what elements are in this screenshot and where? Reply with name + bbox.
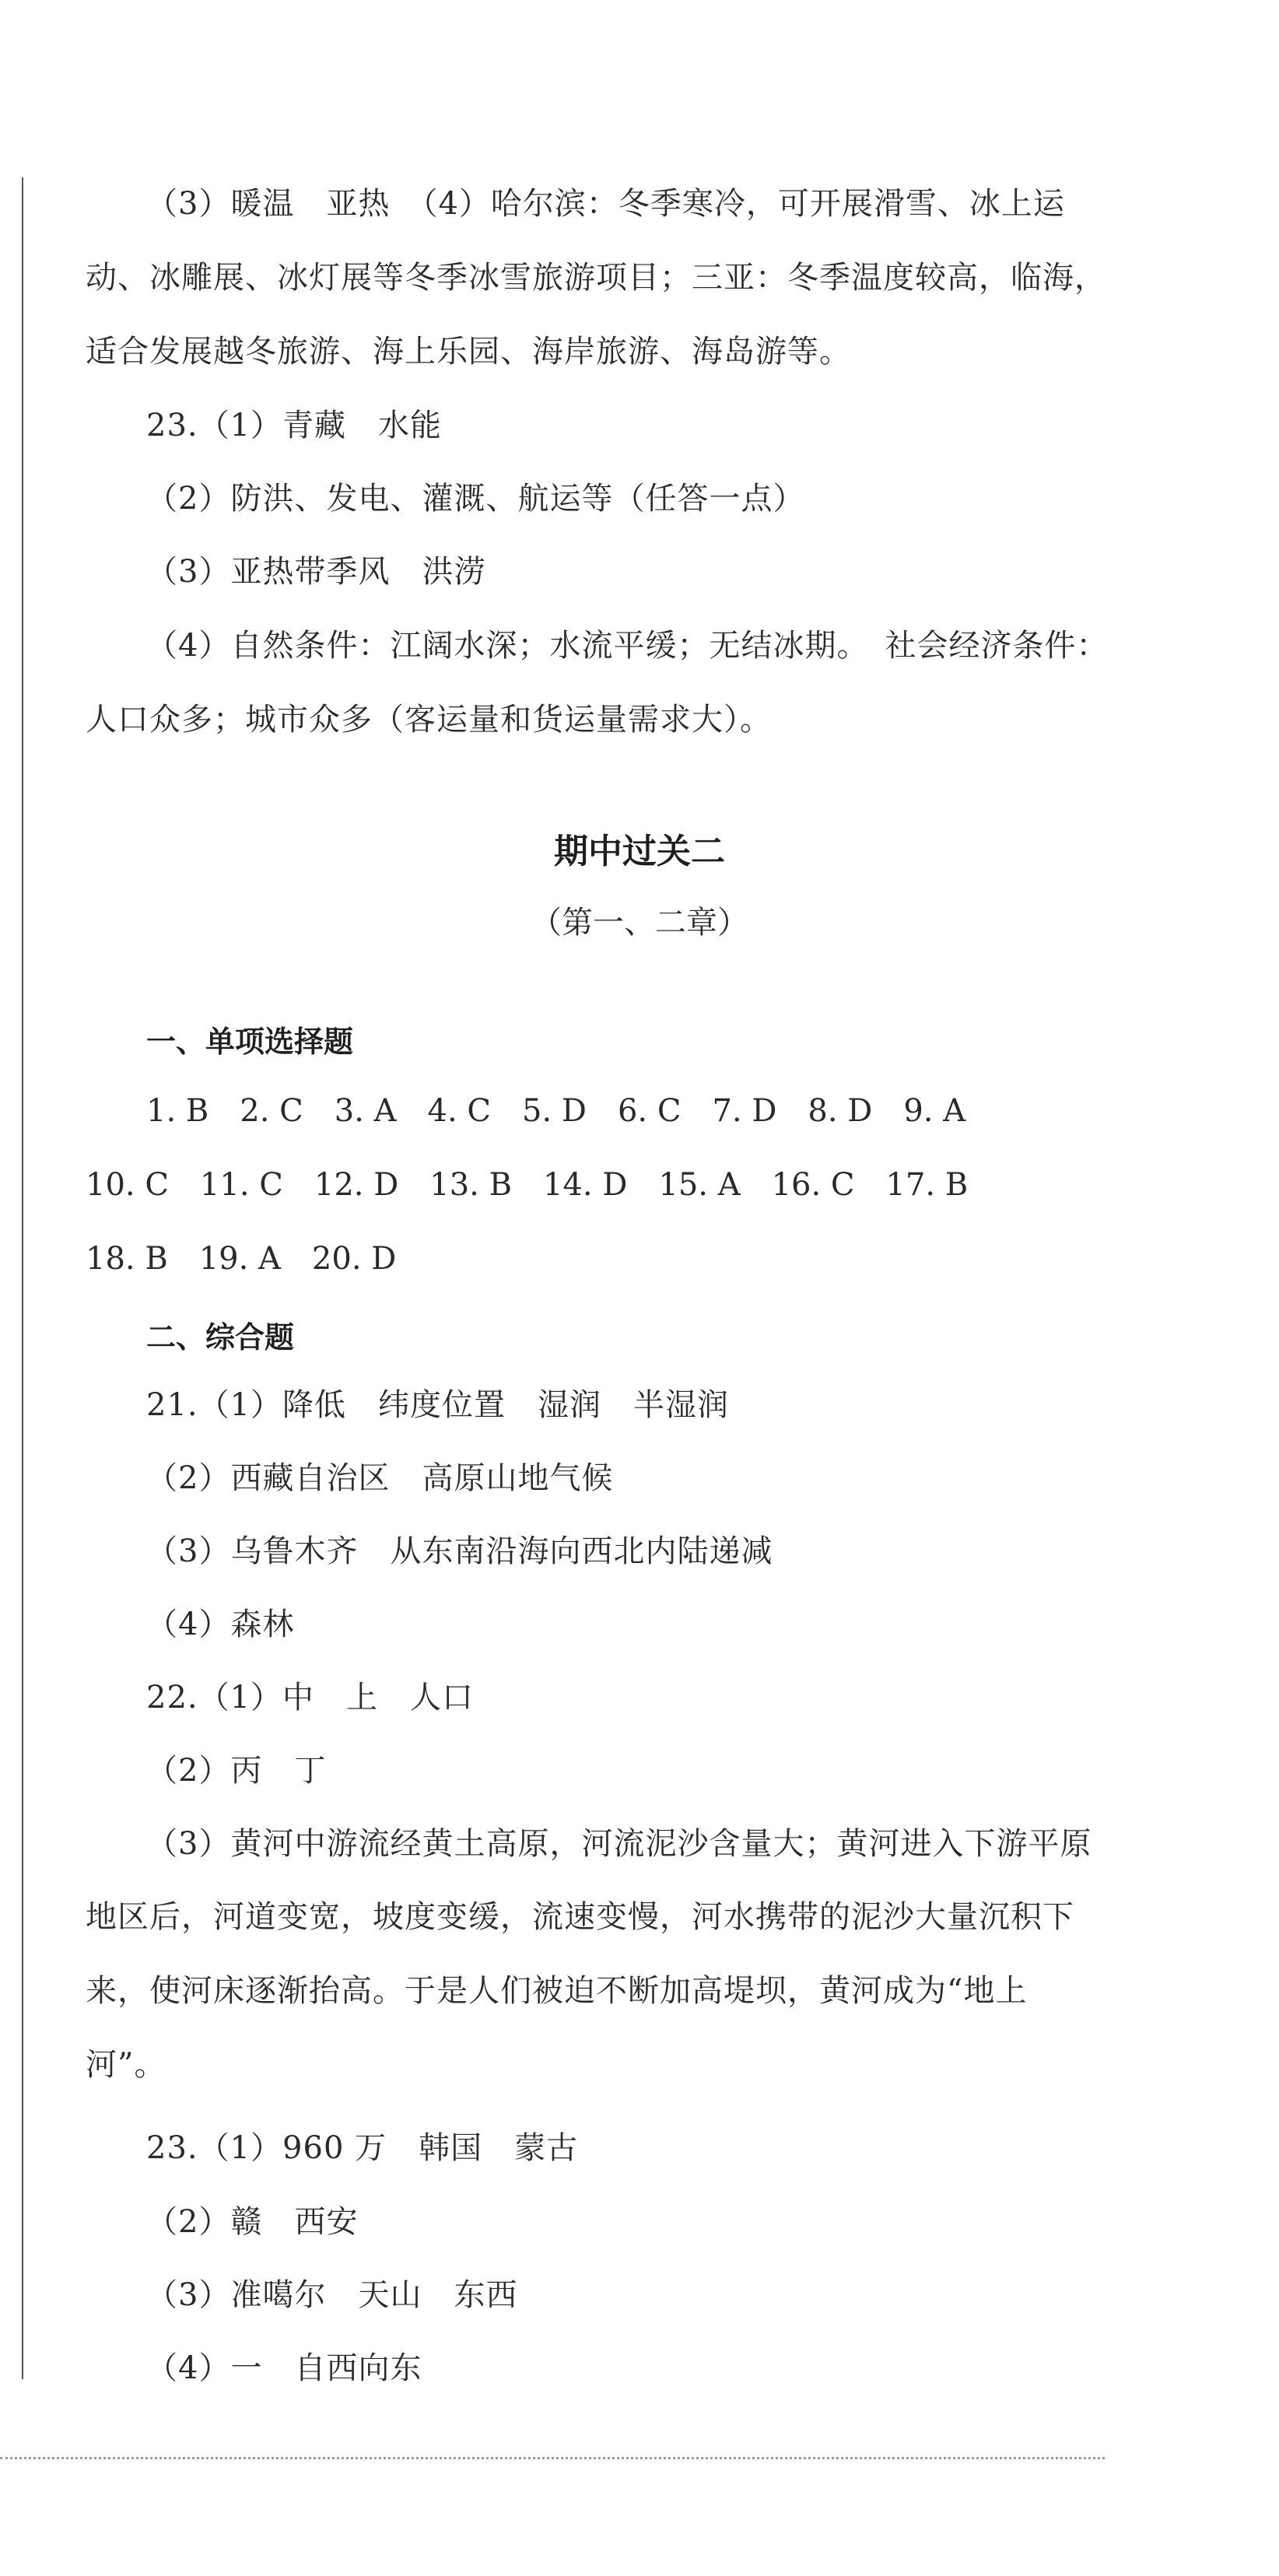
answer-line: （4）自然条件：江阔水深；水流平缓；无结冰期。 社会经济条件： [146,628,1109,664]
section-title: 期中过关二 [554,832,725,871]
answer-line: 适合发展越冬旅游、海上乐园、海岸旅游、海岛游等。 [86,334,851,370]
part-heading-choice: 一、单项选择题 [146,1025,354,1059]
page-footer-divider [0,2457,1105,2459]
answer-line: （2）西藏自治区 高原山地气候 [146,1460,614,1496]
answer-line: 地区后，河道变宽，坡度变缓，流速变慢，河水携带的泥沙大量沉积下 [86,1899,1074,1935]
answer-line: （4）森林 [146,1607,295,1642]
answer-line: （3）准噶尔 天山 东西 [146,2277,518,2313]
answer-line: 22.（1）中 上 人口 [146,1680,475,1716]
answer-line: 来，使河床逐渐抬高。于是人们被迫不断加高堤坝，黄河成为“地上 [86,1973,1028,2009]
answer-line: （2）防洪、发电、灌溉、航运等（任答一点） [146,481,805,517]
answer-line: （2）赣 西安 [146,2204,359,2240]
answer-line: 23.（1）960 万 韩国 蒙古 [146,2130,579,2166]
section-subtitle: （第一、二章） [531,905,748,941]
answer-line: （4）一 自西向东 [146,2350,422,2386]
choice-answers-row: 18. B 19. A 20. D [86,1241,397,1277]
answer-line: （3）亚热带季风 洪涝 [146,554,486,590]
choice-answers-row: 10. C 11. C 12. D 13. B 14. D 15. A 16. C 17. B [86,1167,969,1203]
answer-line: （3）暖温 亚热 （4）哈尔滨：冬季寒冷，可开展滑雪、冰上运 [146,186,1065,222]
answer-line: 23.（1）青藏 水能 [146,408,443,443]
answer-line: （3）乌鲁木齐 从东南沿海向西北内陆递减 [146,1533,773,1569]
answer-line: 动、冰雕展、冰灯展等冬季冰雪旅游项目；三亚：冬季温度较高，临海， [86,260,1106,296]
answer-line: 人口众多；城市众多（客运量和货运量需求大）。 [86,702,772,738]
part-heading-comprehensive: 二、综合题 [146,1320,295,1355]
answer-line: 河”。 [86,2047,166,2083]
answer-line: （2）丙 丁 [146,1753,327,1789]
answer-line: 21.（1）降低 纬度位置 湿润 半湿润 [146,1387,730,1423]
answer-line: （3）黄河中游流经黄土高原，河流泥沙含量大；黄河进入下游平原 [146,1826,1092,1862]
choice-answers-row: 1. B 2. C 3. A 4. C 5. D 6. C 7. D 8. D 9. A [146,1093,966,1129]
page-binding-line [22,177,23,2379]
